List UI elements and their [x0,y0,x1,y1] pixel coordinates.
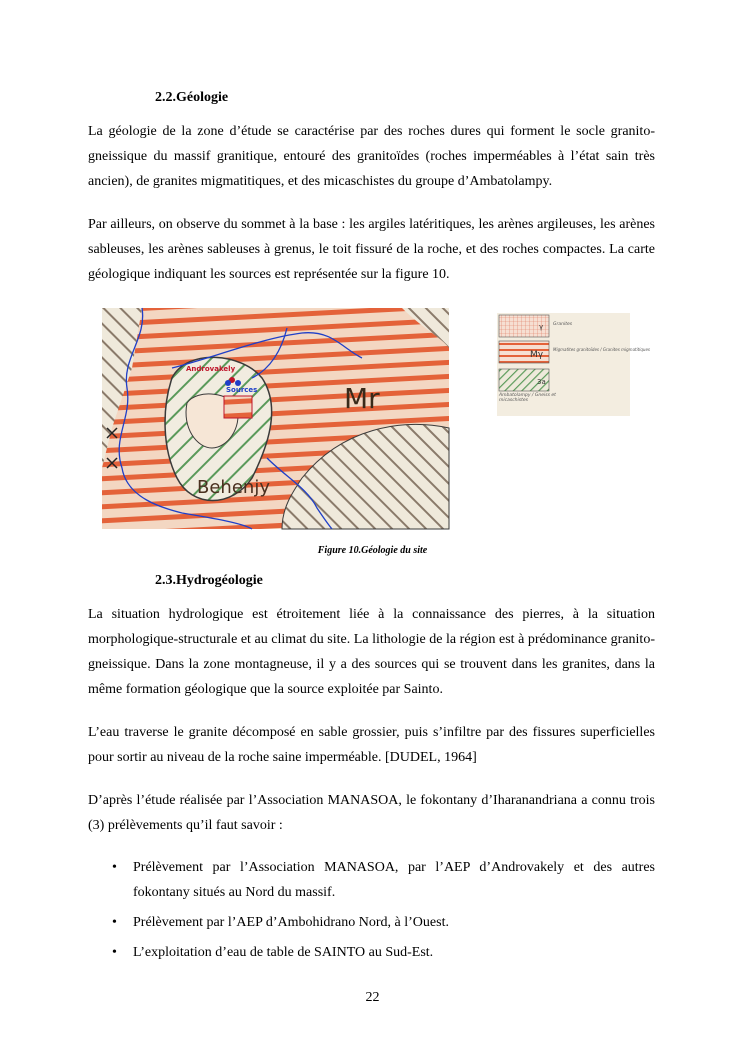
list-item [88,855,655,905]
paragraph-hydro-3: D’après l’étude réalisée par l’Association MANASOA, le fokontany d’Iharanandriana a connu trois (3) prélèvements qu’il faut savoir : [88,793,655,833]
paragraph-geologie-1: La géologie de la zone d’étude se caractérise par des roches dures qui forment le socle granito-gneissique du massif granitique, entouré des granitoïdes (roches imperméables à l’état sain très ancien), de granites migmatitiques, et des micaschistes du groupe d’Ambatolampy. [88,124,655,189]
list-item [88,940,655,965]
page-number: 22 [365,990,380,1005]
legend-code-1: γ [539,323,544,331]
map-label-village: Androvakely [186,365,236,373]
section-heading-geologie: 2.2.Géologie [155,90,229,105]
figure-caption: Figure 10.Géologie du site [317,545,428,556]
paragraph-geologie-2: Par ailleurs, on observe du sommet à la base : les argiles latéritiques, les arènes argileuses, les arènes sableuses, les arènes sableuses à grenus, le toit fissuré de la roche, et des roches compactes. La carte géologique indiquant les sources est représentée sur la figure 10. [88,217,655,282]
bullet-icon: • [112,945,117,960]
map-label-unit: Mr [344,382,380,415]
legend-label-1: Granites [553,322,573,327]
map-label-sources: Sources [226,386,258,394]
list-item-text: L’exploitation d’eau de table de SAINTO au Sud-Est. [133,945,434,960]
bullet-icon: • [112,860,117,875]
geology-map [102,308,449,529]
list-item-text: Prélèvement par l’AEP d’Ambohidrano Nord, à l’Ouest. [133,915,449,930]
bullet-icon: • [112,915,117,930]
section-heading-hydrogeologie: 2.3.Hydrogéologie [155,573,263,588]
list-item [88,910,655,935]
bullet-list [88,855,655,970]
paragraph-hydro-2: L’eau traverse le granite décomposé en sable grossier, puis s’infiltre par des fissures superficielles pour sortir au niveau de la roche saine imperméable. [DUDEL, 1964] [88,725,655,765]
map-source-area [224,396,252,418]
legend-code-2: Mγ [530,350,544,360]
legend-label-2: Migmatites granitoïdes / Granites migmatitiques [553,347,650,352]
map-legend [497,313,650,416]
legend-code-3: 3a [537,378,546,386]
list-item-text: Prélèvement par l’Association MANASOA, par l’AEP d’Androvakely et des autres fokontany situés au Nord du massif. [133,860,655,900]
map-label-region: Behenjy [197,477,270,498]
legend-label-3: Ambatolampy / Gneiss et micaschistes [499,393,556,403]
paragraph-hydro-1: La situation hydrologique est étroitement liée à la connaissance des pierres, à la situation morphologique-structurale et au climat du site. La lithologie de la région est à prédominance granito-gneissique. Dans la zone montagneuse, il y a des sources qui se trouvent dans les granites, dans la même formation géologique que la source exploitée par Sainto. [88,607,655,697]
